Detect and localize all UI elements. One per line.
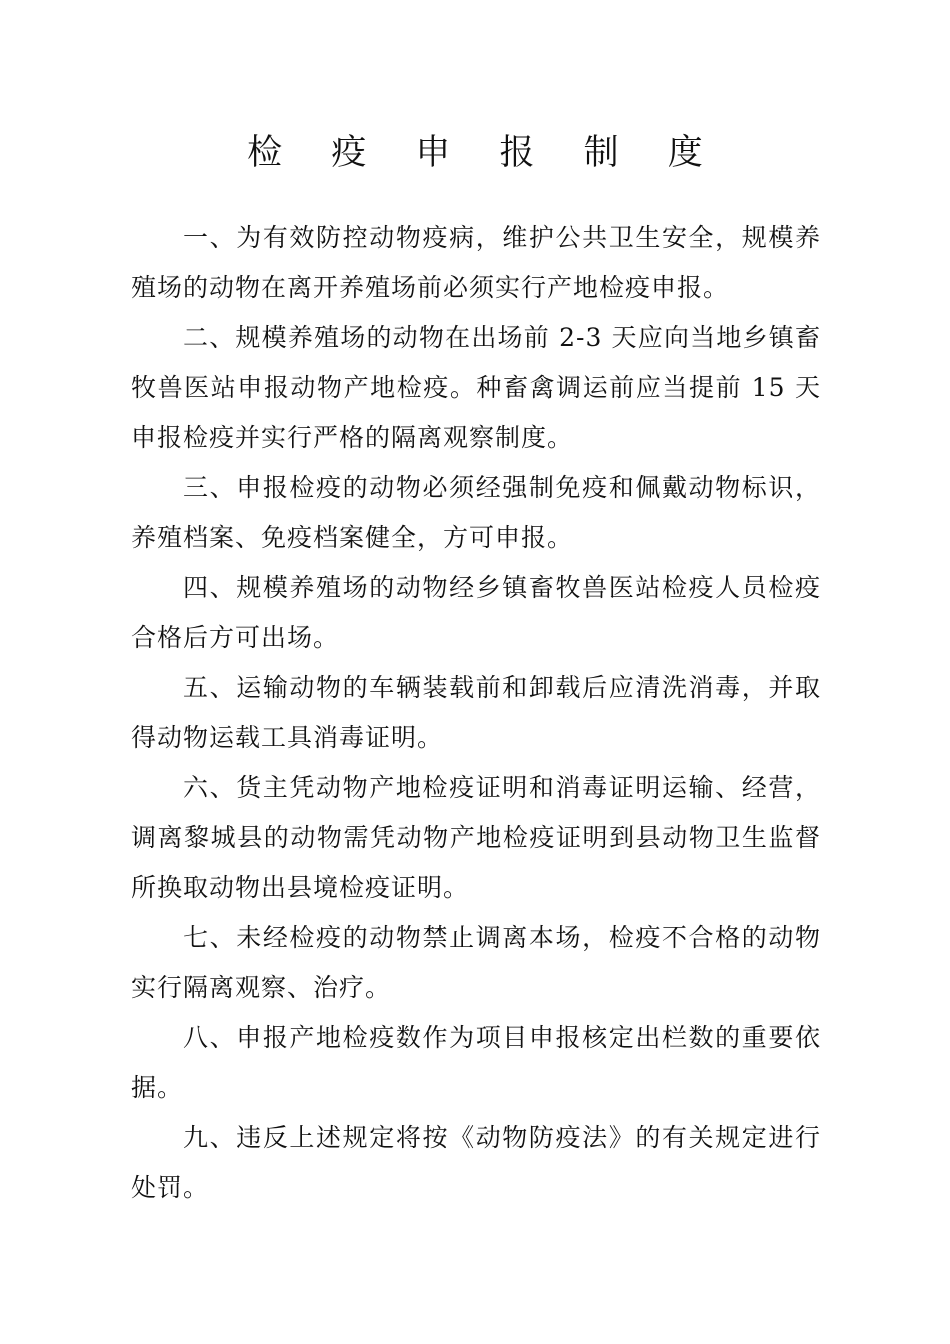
paragraph-4: 四、规模养殖场的动物经乡镇畜牧兽医站检疫人员检疫合格后方可出场。 xyxy=(131,573,821,652)
paragraph-9: 九、违反上述规定将按《动物防疫法》的有关规定进行处罚。 xyxy=(131,1123,821,1202)
document-title: 检 疫 申 报 制 度 xyxy=(247,133,722,173)
paragraph-8: 八、申报产地检疫数作为项目申报核定出栏数的重要依据。 xyxy=(131,1023,821,1102)
paragraph-7: 七、未经检疫的动物禁止调离本场，检疫不合格的动物实行隔离观察、治疗。 xyxy=(131,923,821,1002)
paragraph-5: 五、运输动物的车辆装载前和卸载后应清洗消毒，并取得动物运载工具消毒证明。 xyxy=(131,673,821,752)
paragraph-1: 一、为有效防控动物疫病，维护公共卫生安全，规模养殖场的动物在离开养殖场前必须实行产地检疫申报。 xyxy=(131,223,821,302)
document-body xyxy=(131,213,821,1213)
paragraph-6: 六、货主凭动物产地检疫证明和消毒证明运输、经营，调离黎城县的动物需凭动物产地检疫证明到县动物卫生监督所换取动物出县境检疫证明。 xyxy=(131,773,821,902)
paragraph-2: 二、规模养殖场的动物在出场前 2-3 天应向当地乡镇畜牧兽医站申报动物产地检疫。种畜禽调运前应当提前 15 天申报检疫并实行严格的隔离观察制度。 xyxy=(131,323,821,452)
paragraph-3: 三、申报检疫的动物必须经强制免疫和佩戴动物标识，养殖档案、免疫档案健全，方可申报。 xyxy=(131,473,821,552)
